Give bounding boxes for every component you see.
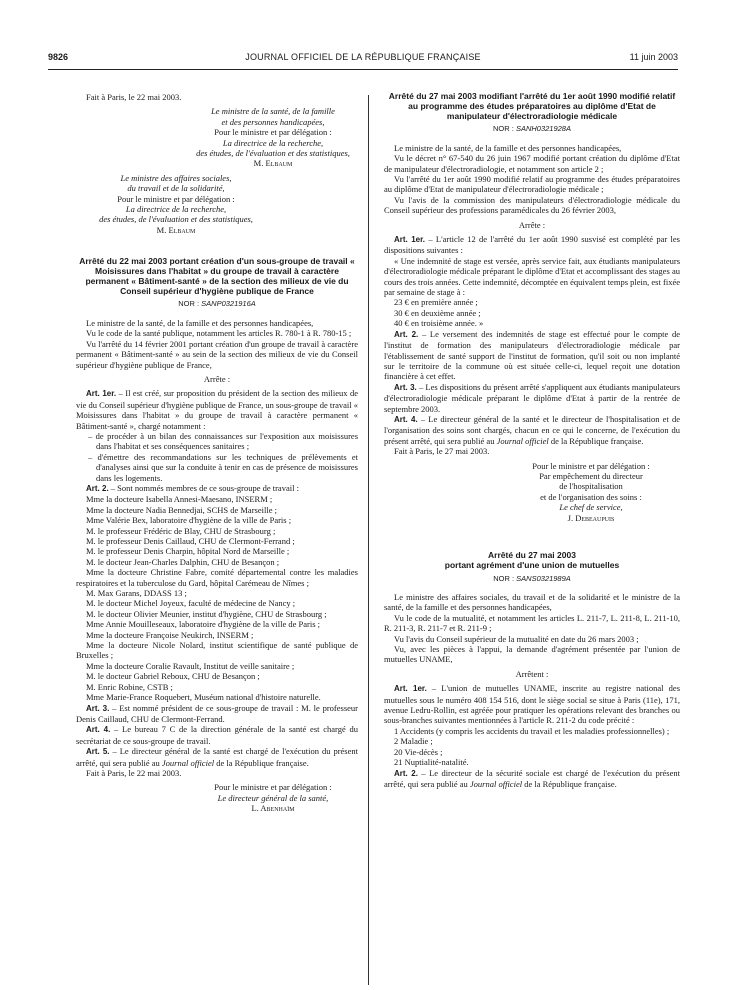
rate-item: 23 € en première année ;	[394, 297, 478, 308]
nor-reference: NOR : SANS0321989A	[493, 573, 571, 583]
article-5: Art. 5. – Le directeur général de la santé est chargé de l'exécution du présent arrêté, qui sera publié au Journal officiel de la République française.	[76, 746, 358, 768]
journal-title: JOURNAL OFFICIEL DE LA RÉPUBLIQUE FRANÇAISE	[245, 52, 481, 62]
member-item: M. le docteur Michel Joyeux, faculté de médecine de Nancy ;	[86, 598, 296, 609]
left-column	[76, 92, 358, 814]
branch-item: 1 Accidents (y compris les accidents du travail et les maladies professionnelles) ;	[394, 725, 670, 736]
member-item: Mme la docteure Isabella Annesi-Maesano, INSERM ;	[86, 494, 273, 505]
sig-line: Le ministre des affaires sociales,	[120, 172, 232, 183]
member-item: M. Enric Robine, CSTB ;	[86, 681, 173, 692]
member-item: M. le docteur Olivier Meunier, institut d'hygiène, CHU de Strasbourg ;	[86, 608, 327, 619]
signature-block-1	[188, 106, 358, 168]
decree-title: Arrêté du 27 mai 2003	[488, 550, 576, 561]
member-item: Mme la docteure Nadia Bennedjai, SCHS de Marseille ;	[86, 504, 277, 515]
sig-line: des études, de l'évaluation et des statistiques,	[99, 214, 253, 225]
sig-name: M. Elbaum	[156, 224, 196, 235]
issue-date: 11 juin 2003	[629, 52, 678, 62]
sig-line: Par empêchement du directeur	[539, 470, 643, 481]
sig-line: et de l'organisation des soins :	[540, 491, 642, 502]
branch-item: 20 Vie-décès ;	[394, 746, 443, 757]
article-2: Art. 2. – Le directeur de la sécurité sociale est chargé de l'exécution du présent arrêté, qui sera publié au Journal officiel de la République française.	[384, 767, 680, 789]
visa: Vu l'arrêté du 14 février 2001 portant création d'un groupe de travail à caractère permanent « Bâtiment-santé » au sein de la section des milieux de vie du Conseil supérieur d'hygiène publique de France,	[76, 338, 358, 370]
member-item: M. Max Garans, DDASS 13 ;	[86, 588, 187, 599]
article-3: Art. 3. – Les dispositions du présent arrêté s'appliquent aux étudiants manipulateurs d'électroradiologie médicale préparant le diplôme d'Etat à partir de la rentrée de septembre 2003.	[384, 381, 681, 414]
article-4: Art. 4. – Le bureau 7 C de la direction générale de la santé est chargé du secrétariat de ce sous-groupe de travail.	[76, 724, 358, 746]
signature-block-4	[502, 461, 680, 523]
header-rule	[48, 69, 678, 70]
visa: Vu l'avis de la commission des manipulateurs d'électroradiologie médicale du Conseil supérieur des professions paramédicales du 26 février 2003,	[384, 194, 680, 216]
sig-line: Le ministre de la santé, de la famille	[211, 106, 335, 117]
arretent-label: Arrêtent :	[515, 668, 549, 679]
member-item: Mme la docteure Coralie Ravault, Institut de veille sanitaire ;	[86, 660, 295, 671]
article-1: Art. 1er. – Il est créé, sur proposition du président de la section des milieux de vie du Conseil supérieur d'hygiène publique de France, un sous-groupe de travail « Moisissures dans l'habitat » du groupe de travail à caractère permanent « Bâtiment-santé », chargé notamment :	[76, 388, 358, 431]
member-item: Mme Valérie Bex, laboratoire d'hygiène de la ville de Paris ;	[86, 515, 292, 526]
decree-subtitle: portant agrément d'une union de mutuelles	[444, 559, 620, 570]
preamble: Le ministre de la santé, de la famille et des personnes handicapées,	[86, 317, 314, 328]
branch-item: 21 Nuptialité-natalité.	[394, 757, 469, 768]
visa: Vu l'avis du Conseil supérieur de la mutualité en date du 26 mars 2003 ;	[394, 633, 639, 644]
sig-line: Le chef de service,	[559, 502, 623, 513]
member-item: Mme Annie Mouilleseaux, laboratoire d'hygiène de la ville de Paris ;	[86, 619, 321, 630]
preamble: Le ministre de la santé, de la famille et des personnes handicapées,	[394, 142, 622, 153]
quoted-text: « Une indemnité de stage est versée, après service fait, aux étudiants manipulateurs d'électroradiologie médicale préparant le diplôme d'Etat et accomplissant des stages au cours des trois années. Cette indemnité, décomptée en équivalent temps plein, est fixée par semaine de stage à :	[384, 255, 680, 298]
rate-item: 40 € en troisième année. »	[394, 318, 484, 329]
visa: Vu le code de la santé publique, notamment les articles R. 780-1 à R. 780-15 ;	[86, 328, 352, 339]
dash-item: – d'émettre des recommandations sur les techniques de prélèvements et d'analyses ainsi que sur la conduite à tenir en cas de présence de moisissures dans les logements.	[88, 451, 358, 483]
decree-title: Arrêté du 27 mai 2003 modifiant l'arrêté du 1er août 1990 modifié relatif au programme des études préparatoires au diplôme d'Etat de manipulateur d'électroradiologie médicale	[388, 91, 676, 121]
visa: Vu le décret n° 67-540 du 26 juin 1967 modifié portant création du diplôme d'Etat de manipulateur d'électroradiologie, et notamment son article 2 ;	[384, 153, 680, 174]
arrete-label: Arrête :	[203, 373, 231, 384]
article-3: Art. 3. – Est nommé président de ce sous-groupe de travail : M. le professeur Denis Caillaud, CHU de Clermont-Ferrand.	[76, 702, 359, 724]
page-number: 9826	[48, 52, 69, 62]
sig-name: L. Abenhaïm	[251, 803, 295, 814]
member-item: Mme la docteure Nicole Nolard, institut scientifique de santé publique de Bruxelles ;	[76, 640, 358, 661]
article-2: Art. 2. – Le versement des indemnités de stage est effectué pour le compte de l'institut de formation des manipulateurs d'électroradiologie médicale par l'établissement de santé support de l'institut de formation, qu'il soit ou non implanté sur le territoire de la commune où est située celle-ci, lequel reçoit une dotation financière à cet effet.	[384, 328, 681, 382]
arrete-label: Arrête :	[518, 219, 546, 230]
sig-line: Pour le ministre et par délégation :	[214, 127, 332, 138]
article-1: Art. 1er. – L'article 12 de l'arrêté du 1er août 1990 susvisé est complété par les dispositions suivantes :	[384, 234, 680, 256]
article-4: Art. 4. – Le directeur général de la santé et le directeur de l'hospitalisation et de l'organisation des soins sont chargés, chacun en ce qui le concerne, de l'exécution du présent arrêté, qui sera publié au Journal officiel de la République française.	[384, 413, 680, 446]
article-2: Art. 2. – Sont nommés membres de ce sous-groupe de travail :	[86, 482, 299, 493]
sig-line: Pour le ministre et par délégation :	[117, 193, 235, 204]
sig-line: du travail et de la solidarité,	[127, 183, 225, 194]
sig-line: Pour le ministre et par délégation :	[532, 460, 650, 471]
member-list	[76, 494, 358, 702]
member-item: M. le docteur Jean-Charles Dalphin, CHU de Besançon ;	[86, 556, 280, 567]
visa: Vu le code de la mutualité, et notamment les articles L. 211-7, L. 211-8, L. 211-10, R. 211-3, R. 211-7 et R. 211-9 ;	[384, 612, 680, 634]
dash-item: – de procéder à un bilan des connaissances sur l'exposition aux moisissures dans l'habitat et ses conséquences sanitaires ;	[88, 430, 358, 452]
sig-name: M. Elbaum	[253, 158, 293, 169]
decree-title: Arrêté du 22 mai 2003 portant création d'un sous-groupe de travail « Moisissures dans l'habitat » du groupe de travail à caractère permanent « Bâtiment-santé » de la section des milieux de vie du Conseil supérieur d'hygiène publique de France	[79, 256, 355, 296]
sig-line: Pour le ministre et par délégation :	[214, 782, 332, 793]
member-item: Mme la docteure Françoise Neukirch, INSERM ;	[86, 629, 254, 640]
sig-line: La directrice de la recherche,	[222, 137, 324, 148]
member-item: Mme la docteure Christine Fabre, comité départemental contre les maladies respiratoires et la tuberculose du Gard, hôpital Carémeau de Nîmes ;	[76, 567, 358, 588]
page-header	[48, 52, 678, 66]
nor-reference: NOR : SANH0321928A	[493, 124, 571, 134]
column-divider	[368, 95, 369, 985]
fait-line: Fait à Paris, le 22 mai 2003.	[86, 767, 182, 778]
visa: Vu, avec les pièces à l'appui, la demande d'agrément présentée par l'union de mutuelles UNAME,	[384, 644, 680, 665]
member-item: M. le professeur Frédéric de Blay, CHU de Strasbourg ;	[86, 525, 276, 536]
nor-reference: NOR : SANP0321916A	[178, 299, 256, 309]
sig-line: et des personnes handicapées,	[221, 116, 325, 127]
visa: Vu l'arrêté du 1er août 1990 modifié relatif au programme des études préparatoires au diplôme d'Etat de manipulateur d'électroradiologie médicale ;	[384, 174, 680, 195]
sig-name: J. Debeaupuis	[567, 512, 615, 523]
sig-line: La directrice de la recherche,	[125, 204, 227, 215]
signature-block-2	[76, 173, 276, 235]
branch-item: 2 Maladie ;	[394, 736, 433, 747]
sig-line: des études, de l'évaluation et des statistiques,	[196, 148, 350, 159]
member-item: M. le professeur Denis Caillaud, CHU de Clermont-Ferrand ;	[86, 536, 295, 546]
article-1: Art. 1er. – L'union de mutuelles UNAME, inscrite au registre national des mutuelles sous le numéro 408 154 516, dont le siège social se situe à Paris (11e), 171, avenue Ledru-Rollin, est agréée pour pratiquer les opérations relevant des branches ou sous-branches suivantes mentionnées à l'article R. 211-2 du code précité :	[384, 683, 680, 726]
fait-line: Fait à Paris, le 27 mai 2003.	[394, 446, 490, 457]
member-item: M. le docteur Gabriel Reboux, CHU de Besançon ;	[86, 671, 260, 682]
signature-block-3	[188, 782, 358, 813]
sig-line: Le directeur général de la santé,	[217, 792, 329, 803]
fait-line: Fait à Paris, le 22 mai 2003.	[86, 92, 182, 102]
sig-line: de l'hospitalisation	[559, 481, 623, 492]
member-item: Mme Marie-France Roquebert, Muséum national d'histoire naturelle.	[86, 692, 321, 703]
preamble: Le ministre des affaires sociales, du travail et de la solidarité et le ministre de la santé, de la famille et des personnes handicapées,	[384, 592, 680, 613]
branch-list	[384, 726, 680, 768]
right-column	[384, 92, 680, 789]
rate-item: 30 € en deuxième année ;	[394, 307, 481, 318]
member-item: M. le professeur Denis Charpin, hôpital Nord de Marseille ;	[86, 546, 290, 557]
